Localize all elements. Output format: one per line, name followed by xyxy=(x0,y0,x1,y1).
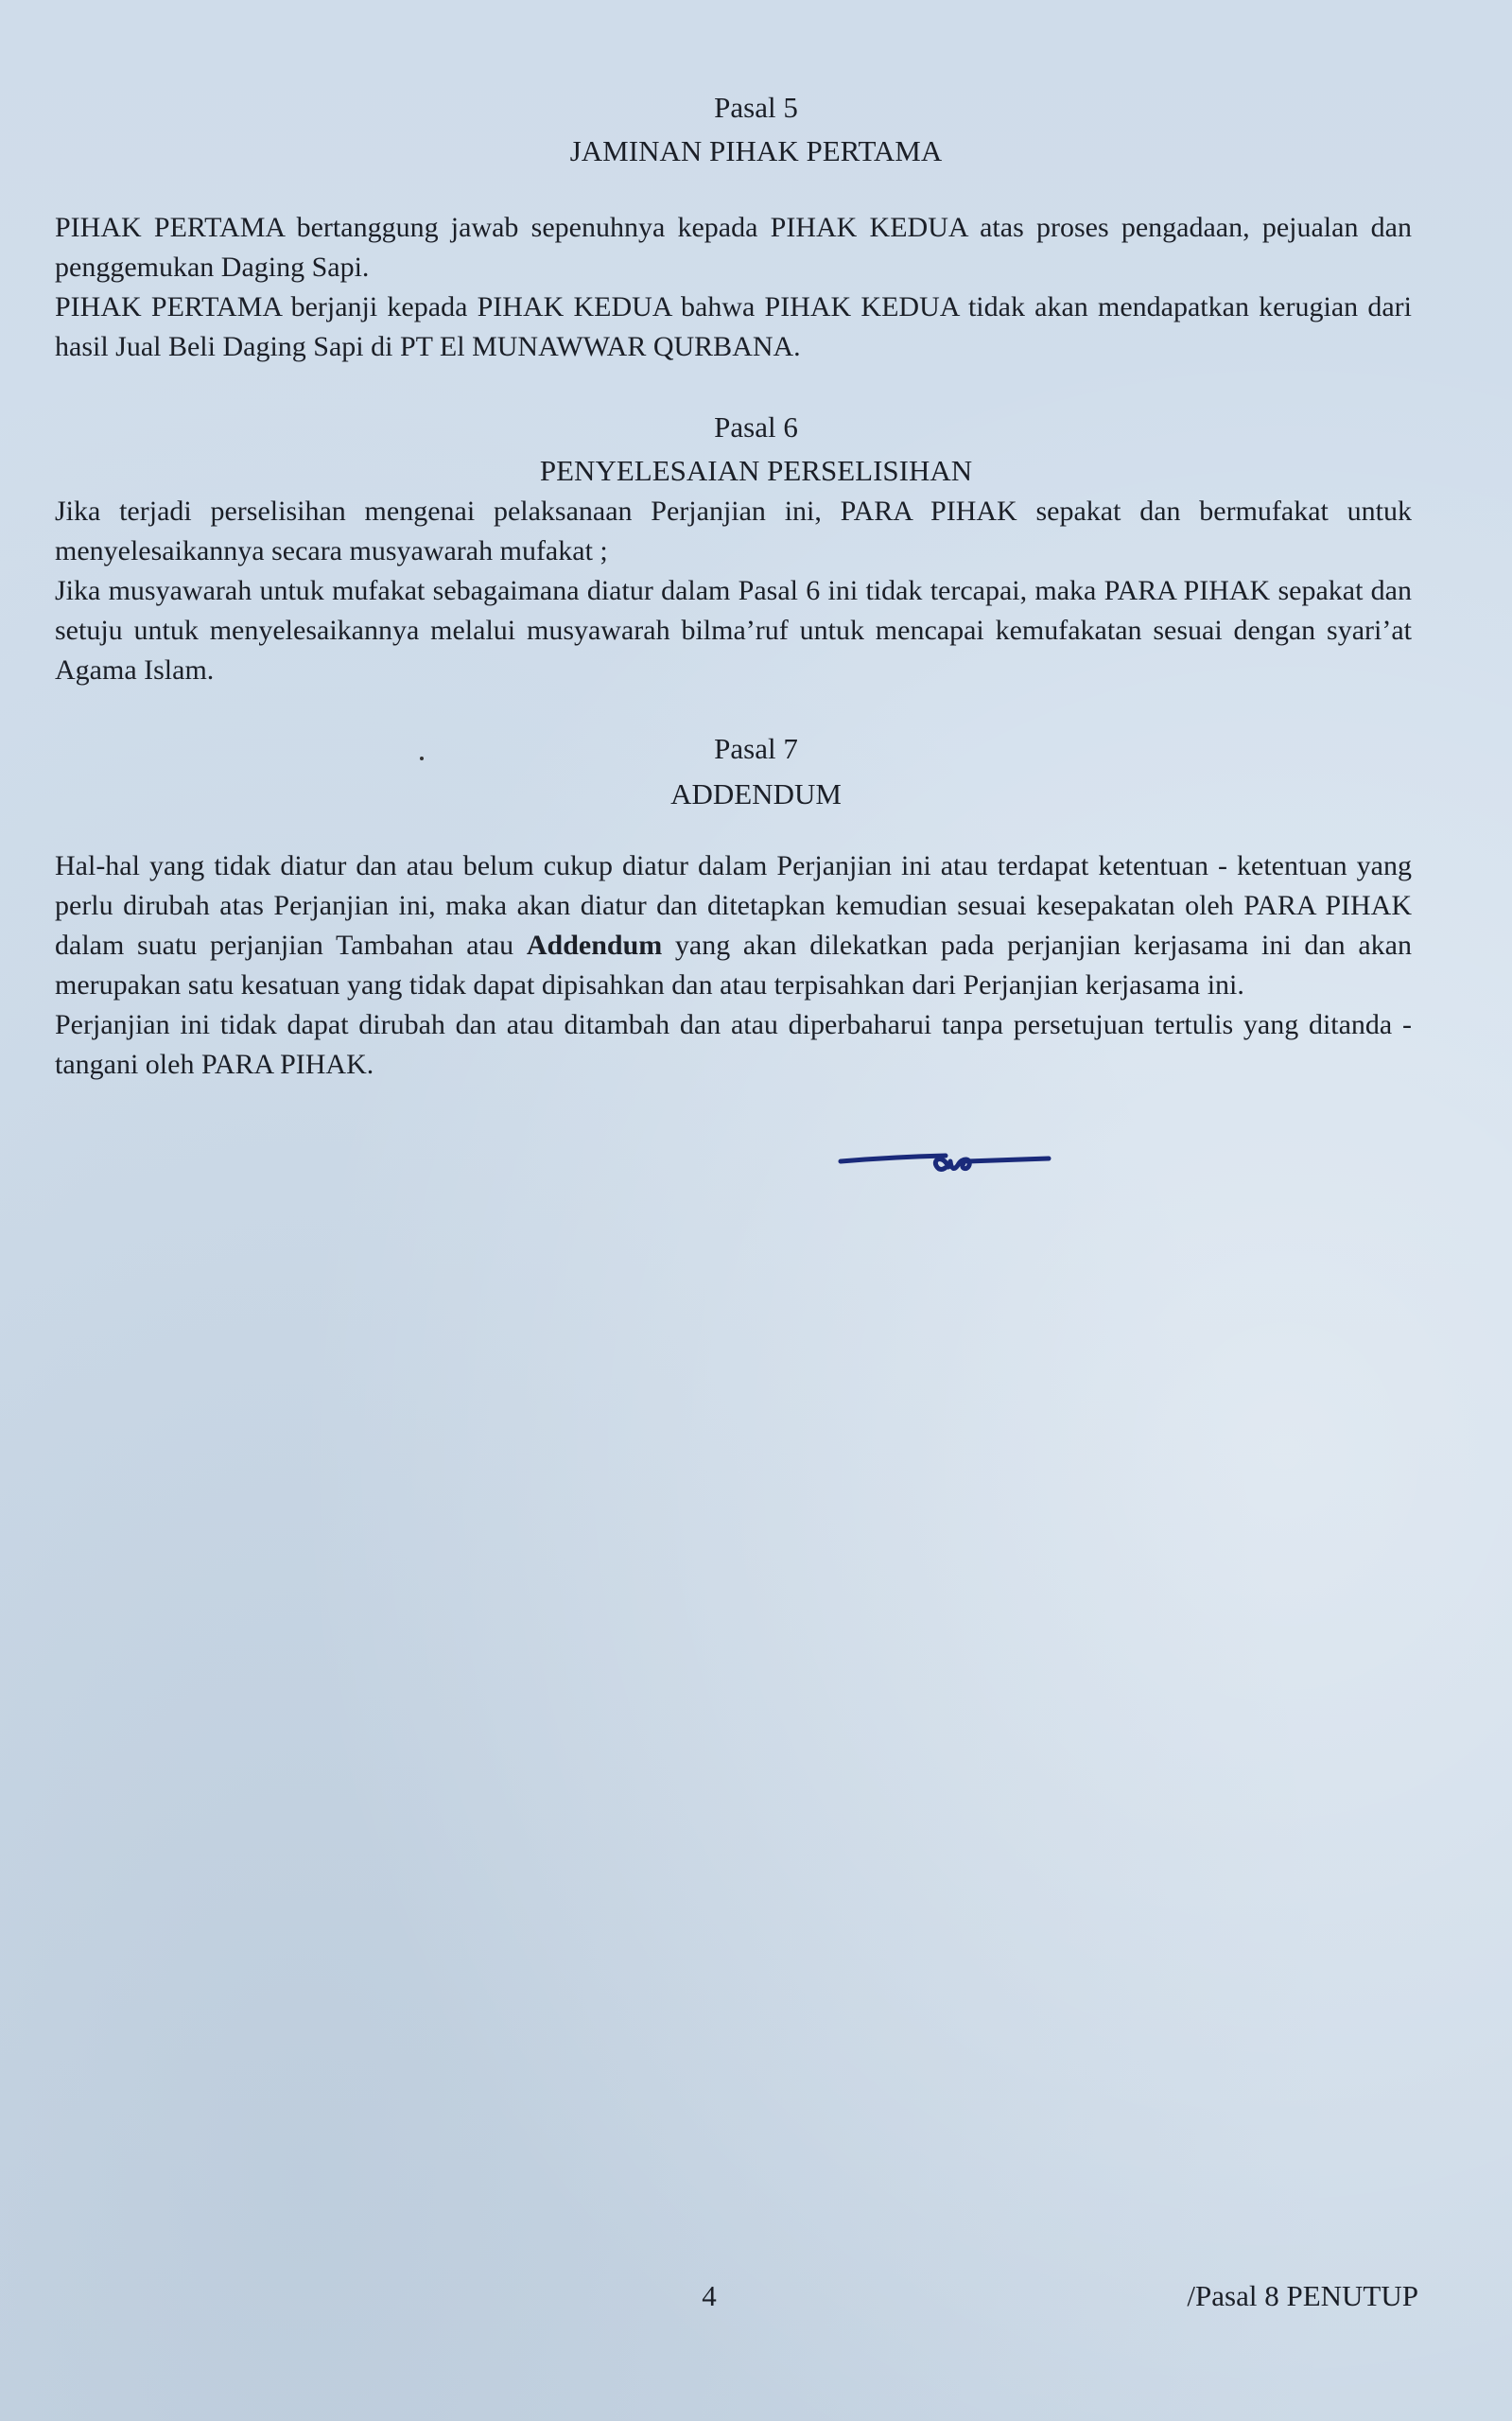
pasal-7-paragraph-1 xyxy=(55,846,1412,1005)
pasal-7-paragraph-1-start: Hal-hal yang tidak diatur dan atau belum cukup diatur dalam Perjanjian ini atau terdapat ketentuan - ketentuan yang perlu dirubah atas Perjanjian ini, maka akan diatur dan ditetapkan kemudian sesuai kesepakatan oleh PARA PIHAK dalam suatu perjanjian Tambahan atau xyxy=(55,850,1412,961)
pasal-7-body xyxy=(55,846,1412,1085)
next-section-reference: /Pasal 8 PENUTUP xyxy=(1187,2279,1418,2312)
pasal-7-number: Pasal 7 xyxy=(714,732,798,765)
pasal-7-paragraph-2: Perjanjian ini tidak dapat dirubah dan atau ditambah dan atau diperbaharui tanpa persetujuan tertulis yang ditanda - tangani oleh PARA PIHAK. xyxy=(55,1009,1412,1080)
pasal-6-body xyxy=(55,492,1412,690)
pasal-5-title: JAMINAN PIHAK PERTAMA xyxy=(569,134,943,167)
pasal-5-paragraph-2: PIHAK PERTAMA berjanji kepada PIHAK KEDUA bahwa PIHAK KEDUA tidak akan mendapatkan kerugian dari hasil Jual Beli Daging Sapi di PT El MUNAWWAR QURBANA. xyxy=(55,291,1412,362)
initial-signature-icon xyxy=(837,1133,1054,1180)
pasal-5-paragraph-1: PIHAK PERTAMA bertanggung jawab sepenuhnya kepada PIHAK KEDUA atas proses pengadaan, pejualan dan penggemukan Daging Sapi. xyxy=(55,212,1412,283)
pasal-6-paragraph-2: Jika musyawarah untuk mufakat sebagaimana diatur dalam Pasal 6 ini tidak tercapai, maka PARA PIHAK sepakat dan setuju untuk menyelesaikannya melalui musyawarah bilma’ruf untuk mencapai kemufakatan sesuai dengan syari’at Agama Islam. xyxy=(55,575,1412,686)
pasal-6-number: Pasal 6 xyxy=(714,410,798,444)
pasal-7-title: ADDENDUM xyxy=(670,777,842,810)
pasal-5-number: Pasal 5 xyxy=(714,91,798,124)
pasal-7-paragraph-1-end: yang akan dilekatkan pada perjanjian kerjasama ini dan akan merupakan satu kesatuan yang tidak dapat dipisahkan dan atau terpisahkan dari Perjanjian kerjasama ini. xyxy=(55,930,1412,1001)
addendum-term: Addendum xyxy=(526,930,663,961)
pasal-5-body xyxy=(55,208,1412,367)
page-number: 4 xyxy=(702,2279,717,2312)
pasal-6-title: PENYELESAIAN PERSELISIHAN xyxy=(539,454,973,487)
pasal-6-paragraph-1: Jika terjadi perselisihan mengenai pelaksanaan Perjanjian ini, PARA PIHAK sepakat dan bermufakat untuk menyelesaikannya secara musyawarah mufakat ; xyxy=(55,496,1412,566)
